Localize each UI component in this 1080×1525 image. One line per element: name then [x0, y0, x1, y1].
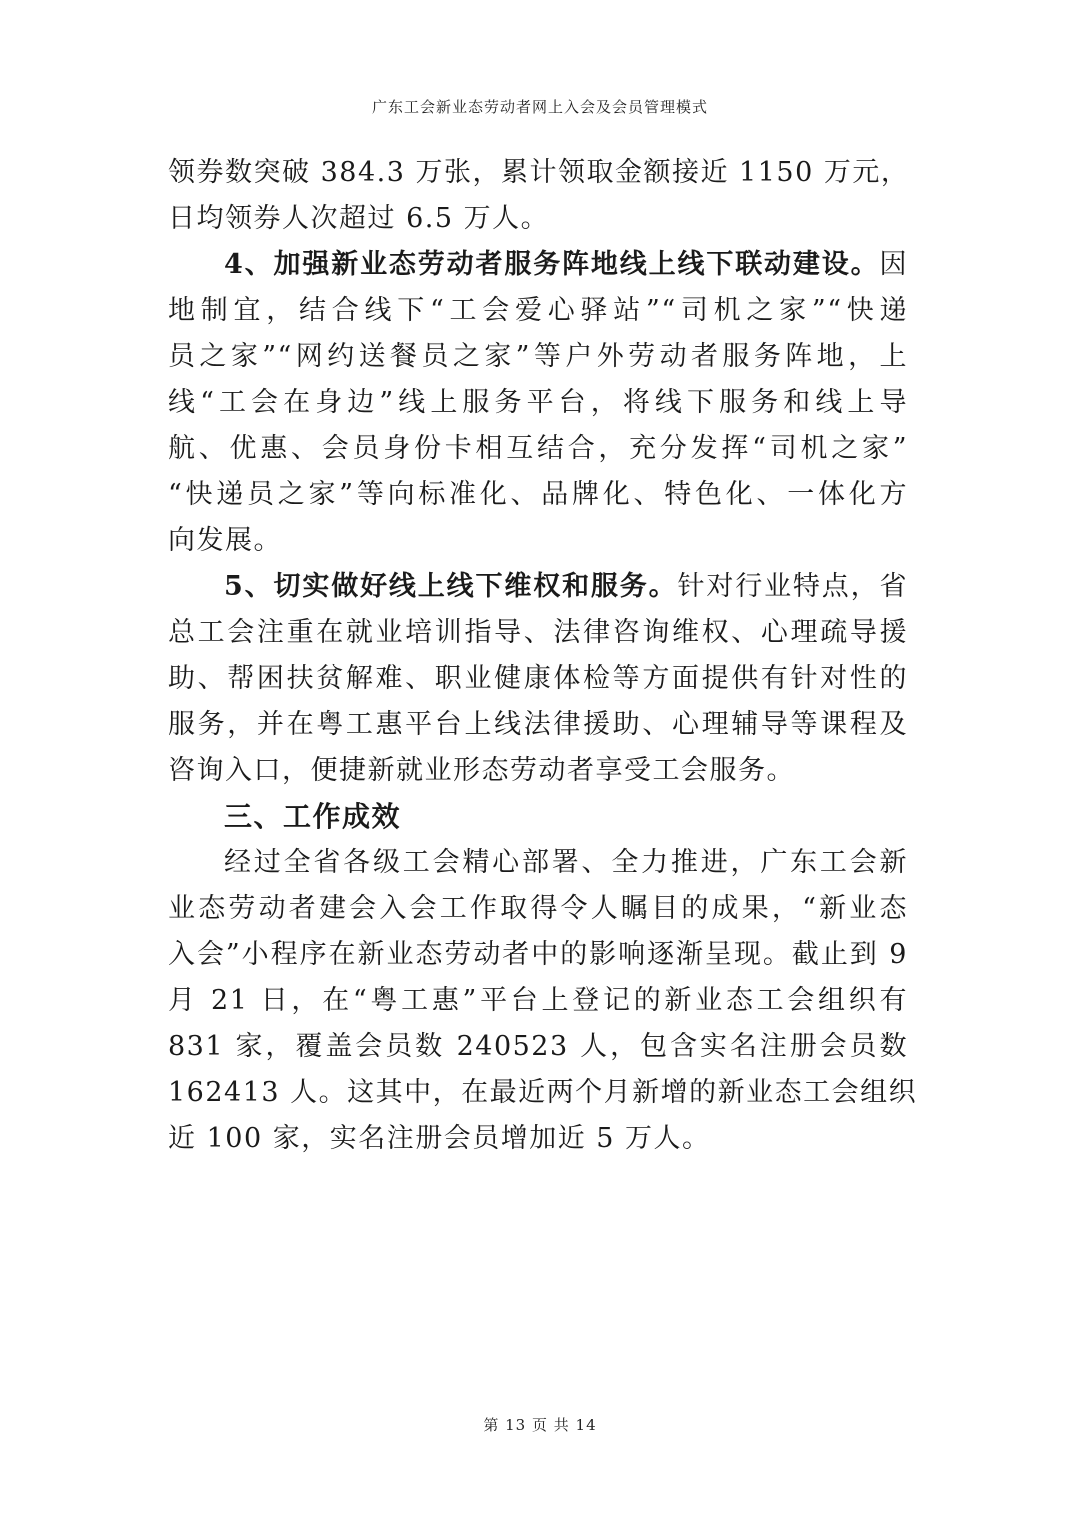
page-number: 第 13 页 共 14	[483, 1416, 597, 1434]
body-line: 月 21 日，在“粤工惠”平台上登记的新业态工会组织有	[168, 985, 908, 1016]
running-header: 广东工会新业态劳动者网上入会及会员管理模式	[371, 98, 708, 116]
body-line: 地制宜，结合线下“工会爱心驿站”“司机之家”“快递	[168, 295, 908, 326]
item-4-text: 因	[879, 249, 908, 280]
item-5-paragraph-start	[168, 564, 908, 610]
body-line: 831 家，覆盖会员数 240523 人，包含实名注册会员数	[168, 1031, 908, 1062]
item-5-text: 针对行业特点，省	[677, 571, 908, 602]
body-line: 服务，并在粤工惠平台上线法律援助、心理辅导等课程及	[168, 709, 908, 740]
body-line: 总工会注重在就业培训指导、法律咨询维权、心理疏导援	[168, 617, 908, 648]
item-5-title: 5、切实做好线上线下维权和服务。	[224, 571, 678, 602]
body-line: 航、优惠、会员身份卡相互结合，充分发挥“司机之家”	[168, 433, 908, 464]
document-body	[168, 150, 918, 1162]
item-4-title: 4、加强新业态劳动者服务阵地线上线下联动建设。	[224, 249, 880, 280]
body-line: 日均领券人次超过 6.5 万人。	[168, 203, 550, 234]
body-line: “快递员之家”等向标准化、品牌化、特色化、一体化方	[168, 479, 908, 510]
body-line: 经过全省各级工会精心部署、全力推进，广东工会新	[224, 847, 908, 878]
body-line: 员之家”“网约送餐员之家”等户外劳动者服务阵地，上	[168, 341, 908, 372]
body-line: 助、帮困扶贫解难、职业健康体检等方面提供有针对性的	[168, 663, 908, 694]
item-4-paragraph-start	[168, 242, 908, 288]
body-line: 入会”小程序在新业态劳动者中的影响逐渐呈现。截止到 9	[168, 939, 908, 970]
body-line: 领券数突破 384.3 万张，累计领取金额接近 1150 万元，	[168, 157, 910, 188]
body-line: 咨询入口，便捷新就业形态劳动者享受工会服务。	[168, 755, 795, 786]
body-line: 线“工会在身边”线上服务平台，将线下服务和线上导	[168, 387, 908, 418]
body-line: 业态劳动者建会入会工作取得令人瞩目的成果，“新业态	[168, 893, 908, 924]
body-line: 近 100 家，实名注册会员增加近 5 万人。	[168, 1123, 711, 1154]
section-heading: 三、工作成效	[224, 800, 402, 833]
body-line: 向发展。	[168, 525, 282, 556]
body-line: 162413 人。这其中，在最近两个月新增的新业态工会组织	[168, 1077, 918, 1108]
